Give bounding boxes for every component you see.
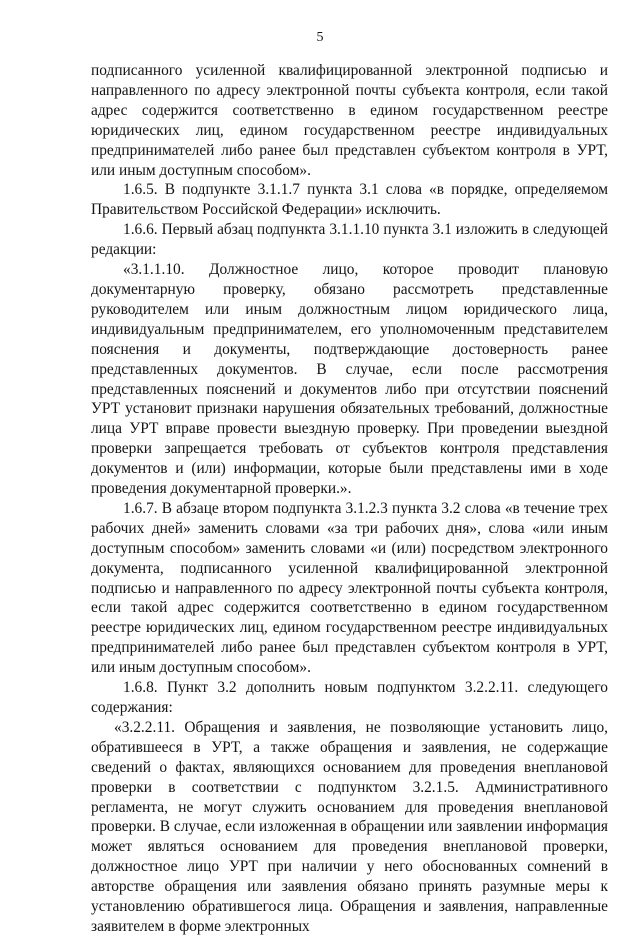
paragraph-quote-3-1-1-10: «3.1.1.10. Должностное лицо, которое проводит плановую документарную проверку, обязано рассмотреть представленные руководителем или иным должностным лицом юридического лица, индивидуальным предпринимателем, его уполномоченным представителем пояснения и документы, подтверждающие достоверность ранее представленных документов. В случае, если после рассмотрения представленных пояснений и документов либо при отсутствии пояснений УРТ установит признаки нарушения обязательных требований, должностные лица УРТ вправе провести выездную проверку. При проведении выездной проверки запрещается требовать от субъектов контроля представления документов и (или) информации, которые были представлены ими в ходе проведения документарной проверки.». [91,261,608,498]
paragraph-1-6-8: 1.6.8. Пункт 3.2 дополнить новым подпунктом 3.2.2.11. следующего содержания: [91,679,608,716]
paragraph-quote-3-2-2-11: «3.2.2.11. Обращения и заявления, не позволяющие установить лицо, обратившееся в УРТ, а также обращения и заявления, не содержащие сведений о фактах, являющихся основанием для проведения внеплановой проверки в соответствии с подпунктом 3.2.1.5. Административного регламента, не могут служить основанием для проведения внеплановой проверки. В случае, если изложенная в обращении или заявлении информация может являться основанием для проведения внеплановой проверки, должностное лицо УРТ при наличии у него обоснованных сомнений в авторстве обращения или заявления обязано принять разумные меры к установлению обратившегося лица. Обращения и заявления, направленные заявителем в форме электронных [91,718,608,935]
paragraph-continuation: подписанного усиленной квалифицированной электронной подписью и направленного по адресу электронной почты субъекта контроля, если такой адрес содержится соответственно в едином государственном реестре юридических лиц, едином государственном реестре индивидуальных предпринимателей либо ранее был представлен субъектом контроля в УРТ, или иным доступным способом». [91,62,608,179]
paragraph-1-6-7: 1.6.7. В абзаце втором подпункта 3.1.2.3 пункта 3.2 слова «в течение трех рабочих дней» заменить словами «за три рабочих дня», слова «или иным доступным способом» заменить словами «и (или) посредством электронного документа, подписанного усиленной квалифицированной электронной подписью и направленного по адресу электронной почты субъекта контроля, если такой адрес содержится соответственно в едином государственном реестре юридических лиц, едином государственном реестре индивидуальных предпринимателей либо ранее был представлен субъектом контроля в УРТ, или иным доступным способом». [91,499,608,677]
paragraph-1-6-6: 1.6.6. Первый абзац подпункта 3.1.1.10 пункта 3.1 изложить в следующей редакции: [91,221,608,259]
document-body [91,61,608,937]
page-number: 5 [316,30,324,45]
paragraph-1-6-5: 1.6.5. В подпункте 3.1.1.7 пункта 3.1 слова «в порядке, определяемом Правительством Российской Федерации» исключить. [91,181,608,219]
